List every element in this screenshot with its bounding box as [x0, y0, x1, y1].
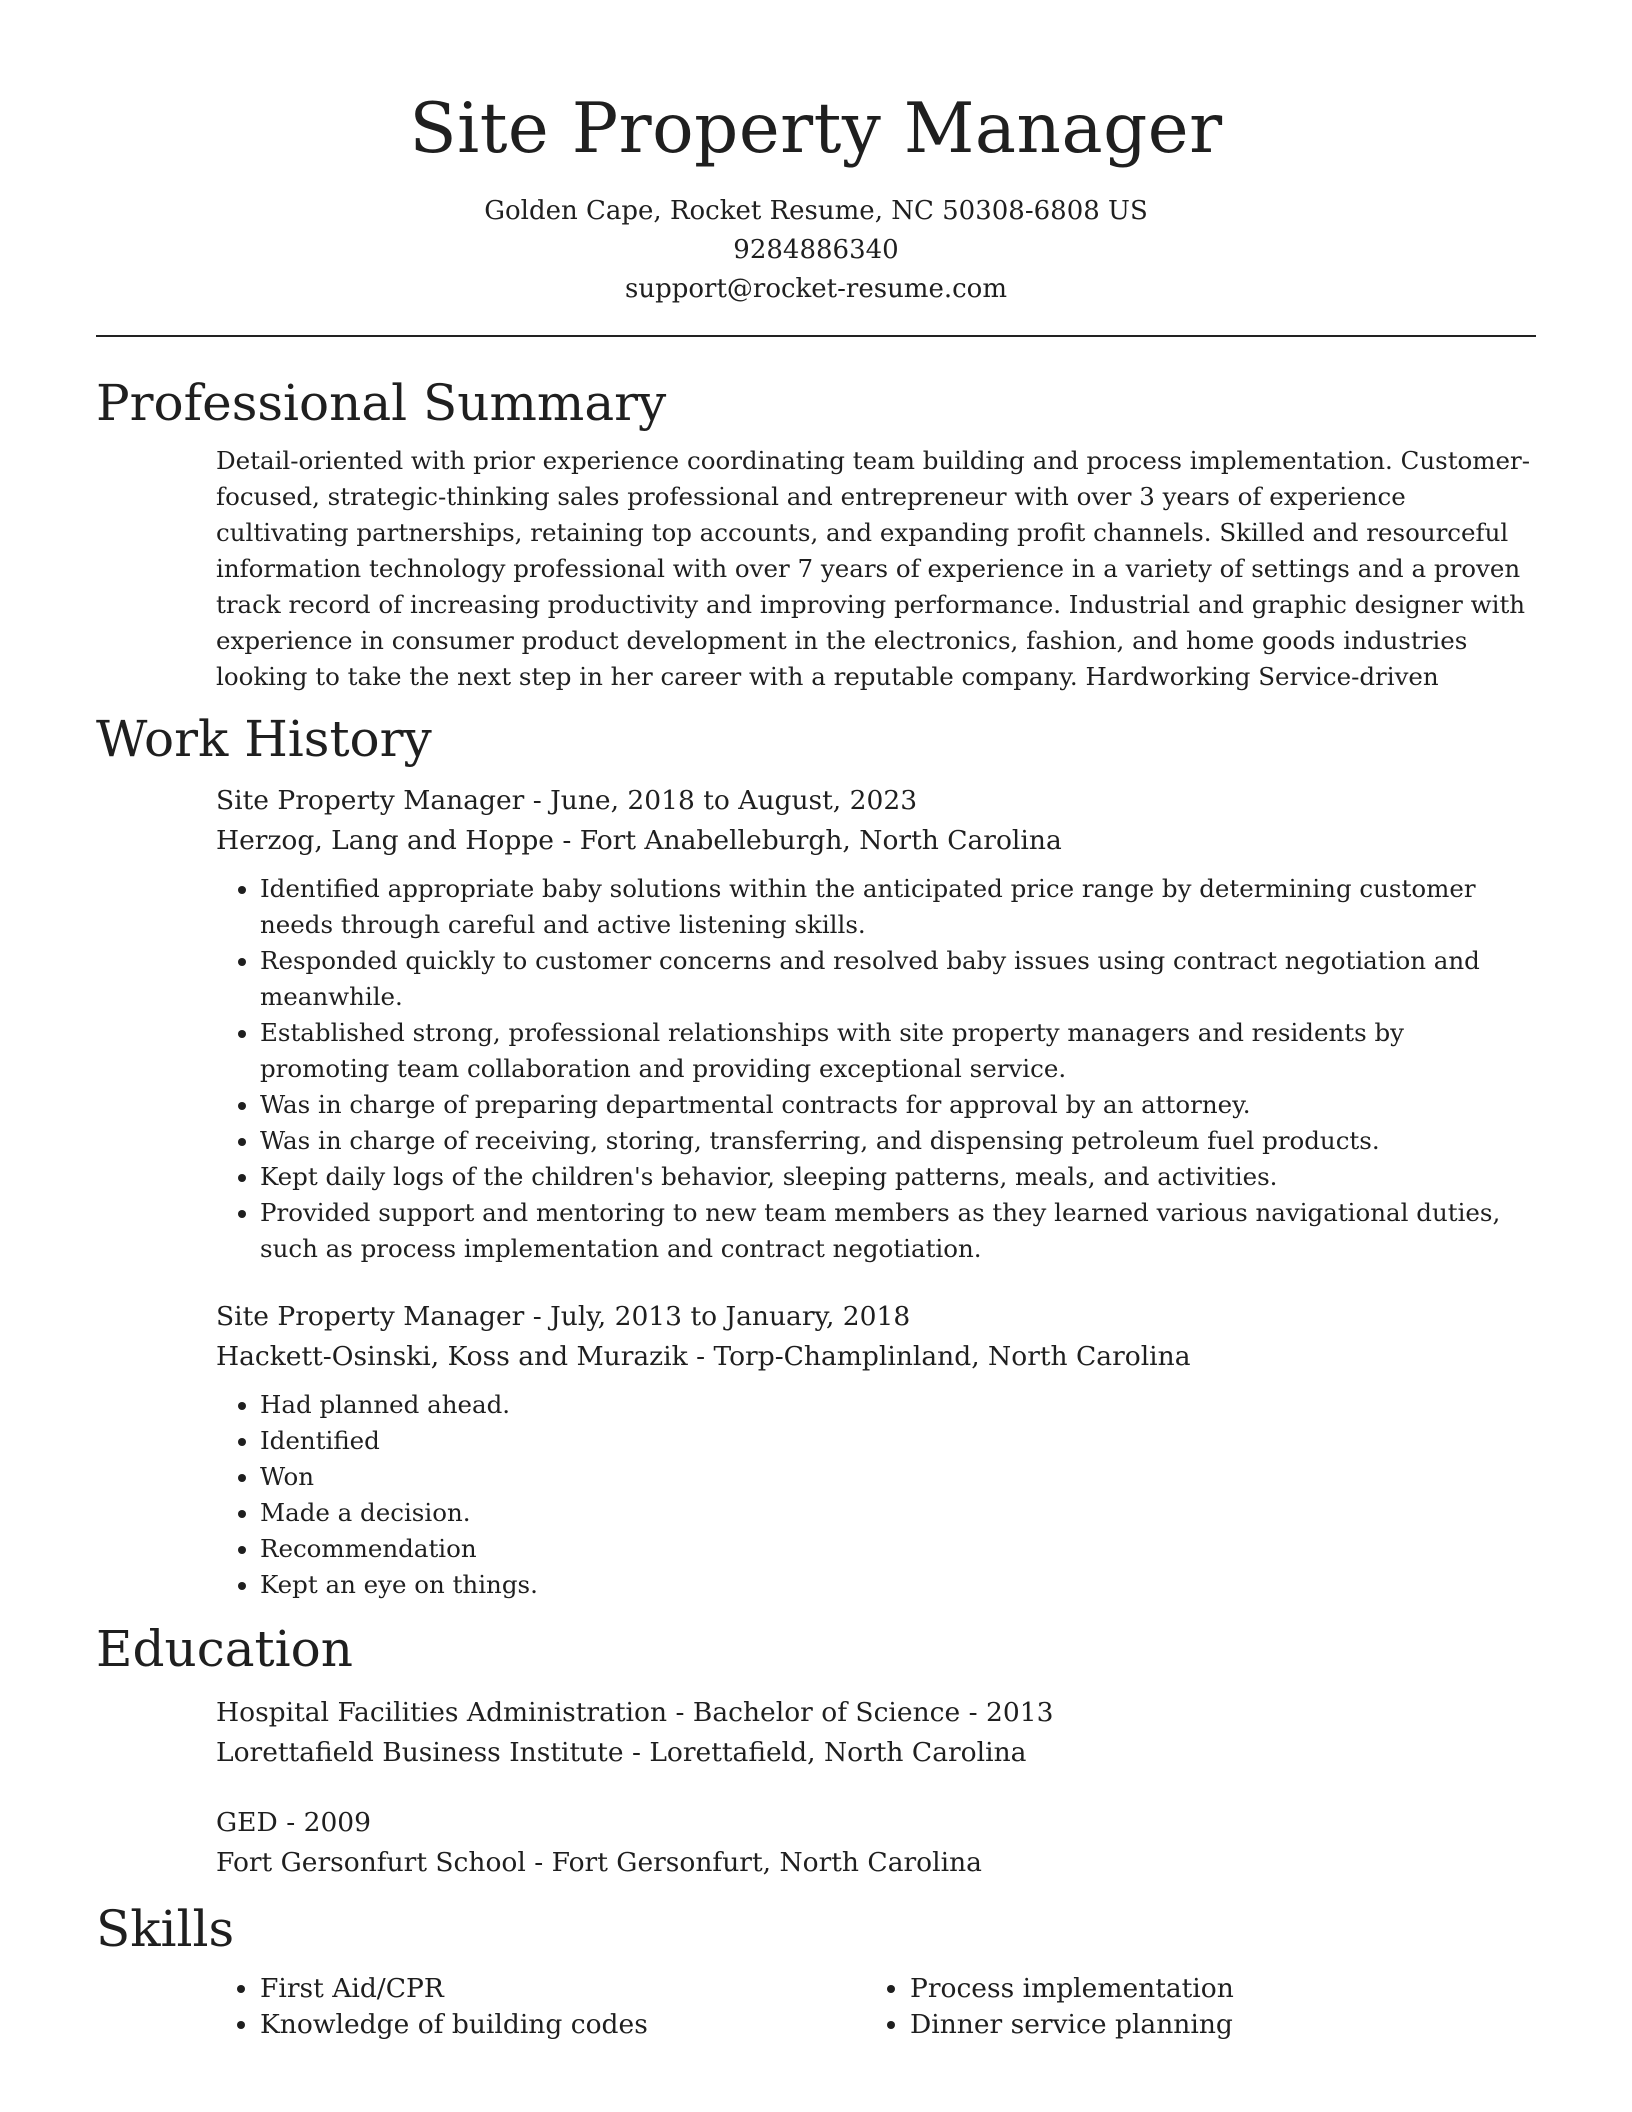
job-dates: June, 2018 to August, 2023	[550, 785, 918, 816]
education-heading: Education	[96, 1620, 353, 1678]
job-bullets	[216, 1387, 1536, 1603]
job-bullet: • Was in charge of receiving, storing, transferring, and dispensing petroleum fuel products.	[260, 1123, 1536, 1159]
skill-item: • Dinner service planning	[910, 2007, 1516, 2043]
job-bullet: • Identified	[260, 1423, 1536, 1459]
skills-column-right	[866, 1971, 1516, 2043]
education-school-line: Lorettafield Business Institute - Lorettafield, North Carolina	[216, 1737, 1027, 1768]
job-bullet: • Won	[260, 1459, 1536, 1495]
education-entry	[216, 1803, 1536, 1883]
job-bullet: • Made a decision.	[260, 1495, 1536, 1531]
job-title-line: Site Property Manager - June, 2018 to August, 2023	[216, 785, 918, 816]
job-bullets	[216, 871, 1536, 1267]
job-bullet: • Recommendation	[260, 1531, 1536, 1567]
education-year: 2013	[986, 1697, 1054, 1728]
skill-item: • Process implementation	[910, 1971, 1516, 2007]
skill-item: • Knowledge of building codes	[260, 2007, 866, 2043]
education-degree-line: Hospital Facilities Administration - Bachelor of Science - 2013	[216, 1697, 1054, 1728]
job-location: Fort Anabelleburgh, North Carolina	[579, 825, 1062, 856]
education-school: Lorettafield Business Institute	[216, 1737, 624, 1768]
skills-body	[216, 1971, 1536, 2043]
job-company: Hackett-Osinski, Koss and Murazik	[216, 1341, 688, 1372]
resume-header	[96, 0, 1536, 309]
education-year: 2009	[303, 1807, 372, 1838]
skills-heading: Skills	[96, 1900, 235, 1958]
job-dates: July, 2013 to January, 2018	[550, 1301, 911, 1332]
job-bullet: • Had planned ahead.	[260, 1387, 1536, 1423]
education-body	[216, 1693, 1536, 1883]
job-bullet: • Provided support and mentoring to new team members as they learned various navigational duties, such as process implementation and contract negotiation.	[260, 1195, 1536, 1267]
education-location: Fort Gersonfurt, North Carolina	[551, 1847, 982, 1878]
job-title-line: Site Property Manager - July, 2013 to January, 2018	[216, 1301, 911, 1332]
skills-list	[216, 1971, 866, 2043]
contact-phone: 9284886340	[733, 235, 899, 265]
candidate-name: Site Property Manager	[409, 89, 1223, 169]
education-school-line: Fort Gersonfurt School - Fort Gersonfurt, North Carolina	[216, 1847, 982, 1878]
job-role: Site Property Manager	[216, 1301, 525, 1332]
job-bullet: • Kept an eye on things.	[260, 1567, 1536, 1603]
skills-column-left	[216, 1971, 866, 2043]
job-entry	[216, 1297, 1536, 1603]
skills-list	[866, 1971, 1516, 2043]
job-role: Site Property Manager	[216, 785, 525, 816]
summary-heading: Professional Summary	[96, 374, 667, 432]
job-bullet: • Identified appropriate baby solutions within the anticipated price range by determining customer needs through careful and active listening skills.	[260, 871, 1536, 943]
skills-section	[96, 1899, 1536, 2043]
education-section	[96, 1619, 1536, 1883]
job-company-line: Herzog, Lang and Hoppe - Fort Anabelleburgh, North Carolina	[216, 825, 1062, 856]
summary-body	[216, 443, 1536, 695]
education-school: Fort Gersonfurt School	[216, 1847, 526, 1878]
job-entry	[216, 781, 1536, 1267]
contact-email: support@rocket-resume.com	[624, 274, 1007, 304]
job-bullet: • Established strong, professional relationships with site property managers and residents by promoting team collaboration and providing exceptional service.	[260, 1015, 1536, 1087]
education-degree: GED	[216, 1807, 278, 1838]
education-field: Hospital Facilities Administration	[216, 1697, 668, 1728]
education-location: Lorettafield, North Carolina	[649, 1737, 1027, 1768]
resume-page	[96, 0, 1536, 2043]
job-bullet: • Kept daily logs of the children's behavior, sleeping patterns, meals, and activities.	[260, 1159, 1536, 1195]
work-heading: Work History	[96, 710, 432, 768]
work-section	[96, 709, 1536, 1603]
contact-block	[96, 192, 1536, 309]
work-body	[216, 781, 1536, 1603]
education-degree-line: GED - 2009	[216, 1807, 372, 1838]
job-company-line: Hackett-Osinski, Koss and Murazik - Torp-Champlinland, North Carolina	[216, 1341, 1191, 1372]
job-bullet: • Responded quickly to customer concerns and resolved baby issues using contract negotiation and meanwhile.	[260, 943, 1536, 1015]
job-bullet: • Was in charge of preparing departmental contracts for approval by an attorney.	[260, 1087, 1536, 1123]
job-company: Herzog, Lang and Hoppe	[216, 825, 554, 856]
summary-section	[96, 373, 1536, 695]
education-entry	[216, 1693, 1536, 1773]
header-divider	[96, 335, 1536, 337]
education-degree: Bachelor of Science	[692, 1697, 961, 1728]
summary-text: Detail-oriented with prior experience coordinating team building and process implementation. Customer-focused, strategic-thinking sales professional and entrepreneur with over 3 years of experience cultivating partnerships, retaining top accounts, and expanding profit channels. Skilled and resourceful information technology professional with over 7 years of experience in a variety of settings and a proven track record of increasing productivity and improving performance. Industrial and graphic designer with experience in consumer product development in the electronics, fashion, and home goods industries looking to take the next step in her career with a reputable company. Hardworking Service-driven	[216, 446, 1531, 691]
job-location: Torp-Champlinland, North Carolina	[713, 1341, 1191, 1372]
skill-item: • First Aid/CPR	[260, 1971, 866, 2007]
contact-address: Golden Cape, Rocket Resume, NC 50308-6808 US	[484, 196, 1148, 226]
